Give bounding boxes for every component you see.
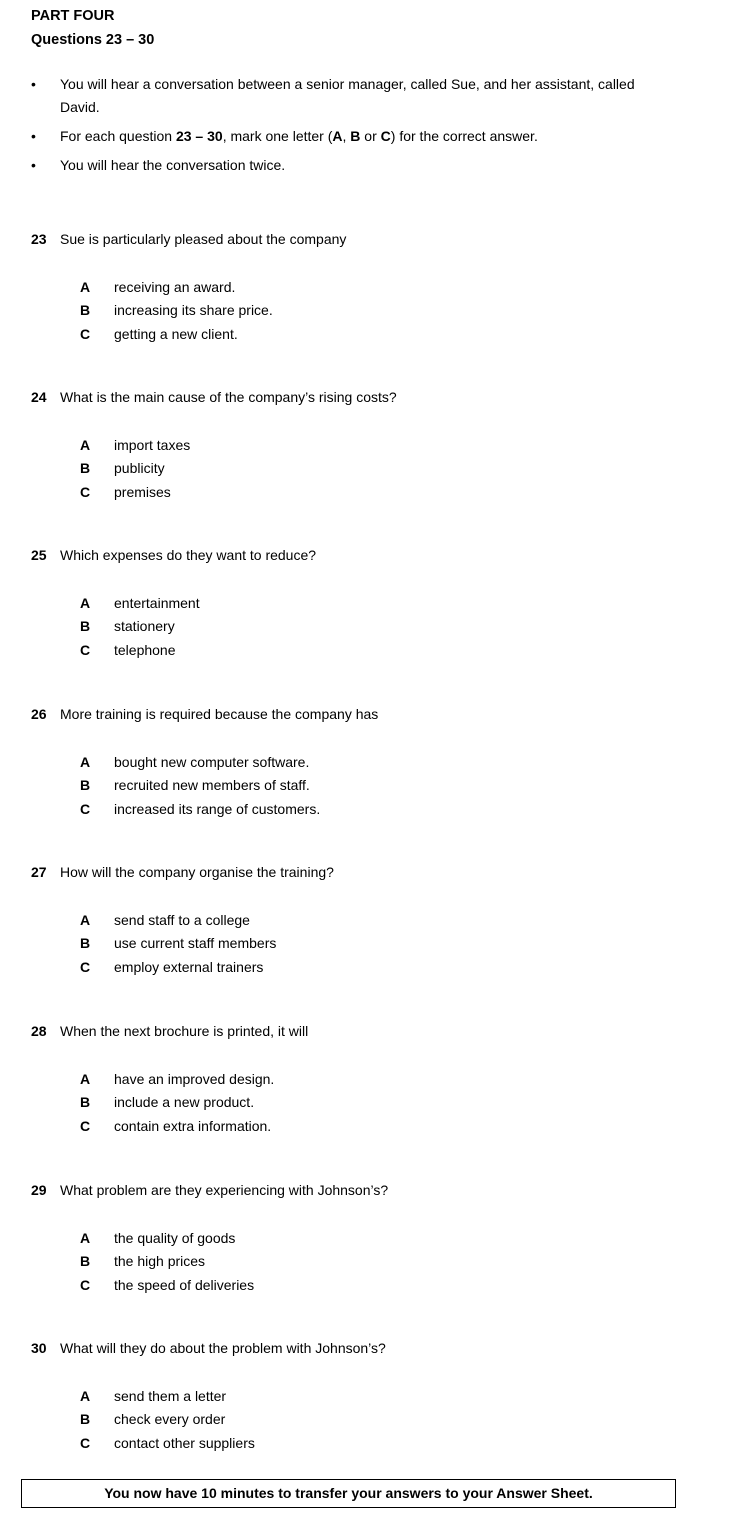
- question-number: 26: [31, 706, 47, 722]
- question-text: What problem are they experiencing with Johnson’s?: [60, 1182, 389, 1198]
- option-letter: B: [80, 460, 91, 477]
- option-c: [80, 1274, 691, 1297]
- questions-range: Questions 23 – 30: [31, 32, 155, 48]
- option-c: [80, 1432, 691, 1455]
- option-b: [80, 299, 691, 322]
- question-24: [31, 387, 691, 504]
- option-a: [80, 751, 691, 774]
- option-b: [80, 1091, 691, 1114]
- option-c: [80, 956, 691, 979]
- option-text: the quality of goods: [114, 1230, 236, 1246]
- option-letter: A: [80, 912, 91, 928]
- option-b: [80, 1250, 691, 1273]
- option-text: have an improved design.: [114, 1071, 275, 1087]
- instruction-1-text: You will hear a conversation between a senior manager, called Sue, and her assistant, called David.: [60, 76, 635, 115]
- instruction-3: [31, 154, 671, 177]
- option-letter: A: [80, 1071, 91, 1087]
- option-text: receiving an award.: [114, 279, 236, 295]
- option-letter: C: [80, 800, 91, 817]
- question-25: [31, 545, 691, 662]
- bullet-dot: •: [31, 76, 36, 92]
- transfer-notice: You now have 10 minutes to transfer your answers to your Answer Sheet.: [21, 1479, 676, 1508]
- question-number: 24: [31, 389, 47, 405]
- option-a: [80, 592, 691, 615]
- question-29: [31, 1180, 691, 1297]
- option-text: send them a letter: [114, 1388, 227, 1404]
- option-b: [80, 1408, 691, 1431]
- option-letter: B: [80, 1094, 91, 1111]
- question-26: [31, 704, 691, 821]
- option-b: [80, 774, 691, 797]
- option-text: the speed of deliveries: [114, 1276, 255, 1293]
- question-23: [31, 229, 691, 346]
- option-text: use current staff members: [114, 935, 277, 952]
- option-letter: A: [80, 437, 91, 453]
- option-b: [80, 615, 691, 638]
- option-b: [80, 457, 691, 480]
- instruction-1: [31, 73, 671, 119]
- option-text: import taxes: [114, 437, 191, 453]
- question-text: More training is required because the company has: [60, 706, 379, 722]
- option-c: [80, 323, 691, 346]
- bullet-dot: •: [31, 157, 36, 173]
- option-letter: C: [80, 1117, 91, 1134]
- option-letter: B: [80, 302, 91, 319]
- option-a: [80, 276, 691, 299]
- question-text: When the next brochure is printed, it will: [60, 1023, 309, 1039]
- question-text: What will they do about the problem with Johnson’s?: [60, 1340, 386, 1356]
- option-text: telephone: [114, 641, 176, 658]
- option-text: include a new product.: [114, 1094, 255, 1111]
- option-letter: B: [80, 935, 91, 952]
- option-letter: A: [80, 1230, 91, 1246]
- instruction-2: [31, 125, 671, 148]
- option-a: [80, 909, 691, 932]
- option-text: increasing its share price.: [114, 302, 273, 319]
- option-c: [80, 639, 691, 662]
- option-a: [80, 1385, 691, 1408]
- instruction-2-text: For each question 23 – 30, mark one letter (A, B or C) for the correct answer.: [60, 128, 538, 144]
- option-a: [80, 1227, 691, 1250]
- option-text: publicity: [114, 460, 165, 477]
- option-letter: C: [80, 1434, 91, 1451]
- option-text: the high prices: [114, 1253, 206, 1270]
- option-text: premises: [114, 483, 171, 500]
- option-text: employ external trainers: [114, 958, 264, 975]
- question-number: 30: [31, 1340, 47, 1356]
- option-c: [80, 1115, 691, 1138]
- question-number: 27: [31, 864, 47, 880]
- question-28: [31, 1021, 691, 1138]
- option-text: contain extra information.: [114, 1117, 272, 1134]
- option-text: send staff to a college: [114, 912, 250, 928]
- option-b: [80, 932, 691, 955]
- option-text: check every order: [114, 1411, 226, 1428]
- option-text: increased its range of customers.: [114, 800, 321, 817]
- question-text: Sue is particularly pleased about the company: [60, 231, 347, 247]
- question-text: What is the main cause of the company’s rising costs?: [60, 389, 397, 405]
- option-text: recruited new members of staff.: [114, 777, 310, 794]
- option-letter: C: [80, 1276, 91, 1293]
- option-letter: C: [80, 483, 91, 500]
- option-letter: B: [80, 777, 91, 794]
- question-number: 23: [31, 231, 47, 247]
- question-number: 25: [31, 547, 47, 563]
- option-letter: C: [80, 641, 91, 658]
- option-letter: A: [80, 1388, 91, 1404]
- bullet-dot: •: [31, 128, 36, 144]
- option-letter: A: [80, 279, 91, 295]
- option-text: contact other suppliers: [114, 1434, 255, 1451]
- option-c: [80, 481, 691, 504]
- part-title: PART FOUR: [31, 8, 115, 24]
- option-letter: B: [80, 1411, 91, 1428]
- question-number: 28: [31, 1023, 47, 1039]
- question-text: How will the company organise the training?: [60, 864, 334, 880]
- option-a: [80, 434, 691, 457]
- option-letter: B: [80, 1253, 91, 1270]
- instruction-3-text: You will hear the conversation twice.: [60, 157, 286, 173]
- option-text: entertainment: [114, 595, 200, 611]
- option-letter: C: [80, 958, 91, 975]
- question-number: 29: [31, 1182, 47, 1198]
- question-text: Which expenses do they want to reduce?: [60, 547, 317, 563]
- option-text: stationery: [114, 618, 175, 635]
- option-c: [80, 798, 691, 821]
- question-27: [31, 862, 691, 979]
- option-text: getting a new client.: [114, 325, 238, 342]
- option-letter: C: [80, 325, 91, 342]
- option-letter: A: [80, 595, 91, 611]
- option-a: [80, 1068, 691, 1091]
- option-letter: B: [80, 618, 91, 635]
- option-text: bought new computer software.: [114, 754, 310, 770]
- option-letter: A: [80, 754, 91, 770]
- question-30: [31, 1338, 691, 1455]
